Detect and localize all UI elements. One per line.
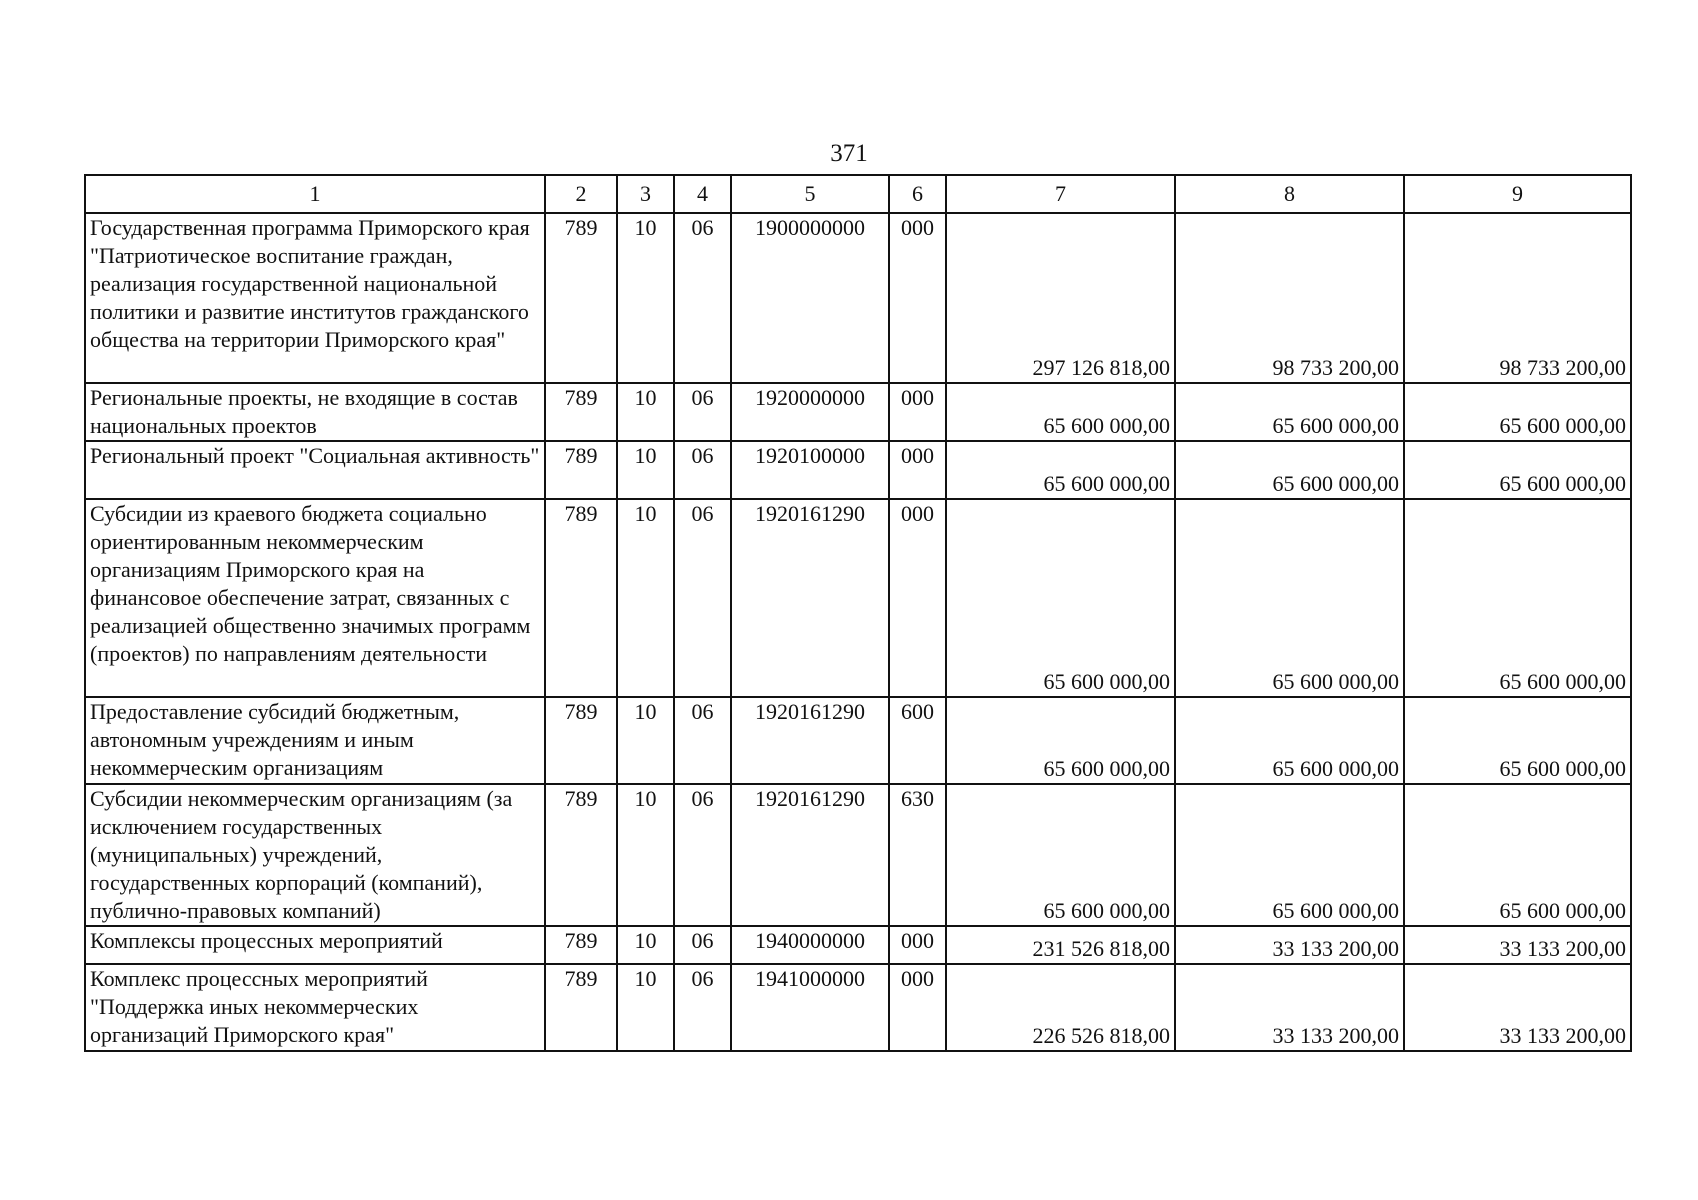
row-name: Субсидии некоммерческим организациям (за исключением государственных (муниципальных) учреждений, государственных корпораций (компаний), публично-правовых компаний): [85, 784, 545, 926]
section-code: 10: [617, 697, 674, 784]
subsection-code: 06: [674, 499, 731, 697]
table-row: [85, 383, 1631, 441]
subsection-code: 06: [674, 926, 731, 964]
subsection-code: 06: [674, 784, 731, 926]
section-code: 10: [617, 926, 674, 964]
column-header: 2: [545, 175, 617, 213]
column-header: 7: [946, 175, 1175, 213]
row-name: Региональный проект "Социальная активность": [85, 441, 545, 499]
expense-type-code: 000: [889, 383, 946, 441]
ministry-code: 789: [545, 499, 617, 697]
amount-col8: 65 600 000,00: [1175, 499, 1404, 697]
ministry-code: 789: [545, 441, 617, 499]
subsection-code: 06: [674, 441, 731, 499]
section-code: 10: [617, 784, 674, 926]
table-row: [85, 441, 1631, 499]
row-name: Региональные проекты, не входящие в состав национальных проектов: [85, 383, 545, 441]
expense-type-code: 000: [889, 213, 946, 383]
section-code: 10: [617, 213, 674, 383]
column-header: 9: [1404, 175, 1631, 213]
column-header: 8: [1175, 175, 1404, 213]
amount-col8: 33 133 200,00: [1175, 926, 1404, 964]
table-row: [85, 926, 1631, 964]
amount-col7: 297 126 818,00: [946, 213, 1175, 383]
amount-col8: 65 600 000,00: [1175, 784, 1404, 926]
target-article-code: 1900000000: [731, 213, 889, 383]
target-article-code: 1941000000: [731, 964, 889, 1051]
row-name: Комплекс процессных мероприятий "Поддержка иных некоммерческих организаций Приморского края": [85, 964, 545, 1051]
page-number: 371: [830, 140, 868, 167]
amount-col7: 65 600 000,00: [946, 784, 1175, 926]
row-name: Субсидии из краевого бюджета социально ориентированным некоммерческим организациям Приморского края на финансовое обеспечение затрат, связанных с реализацией общественно значимых программ (проектов) по направлениям деятельности: [85, 499, 545, 697]
amount-col7: 65 600 000,00: [946, 499, 1175, 697]
target-article-code: 1920161290: [731, 697, 889, 784]
column-header: 3: [617, 175, 674, 213]
expense-type-code: 600: [889, 697, 946, 784]
target-article-code: 1920100000: [731, 441, 889, 499]
target-article-code: 1920161290: [731, 499, 889, 697]
row-name: Предоставление субсидий бюджетным, автономным учреждениям и иным некоммерческим организациям: [85, 697, 545, 784]
amount-col7: 65 600 000,00: [946, 697, 1175, 784]
section-code: 10: [617, 383, 674, 441]
amount-col8: 65 600 000,00: [1175, 697, 1404, 784]
amount-col9: 98 733 200,00: [1404, 213, 1631, 383]
amount-col8: 65 600 000,00: [1175, 383, 1404, 441]
table-row: [85, 499, 1631, 697]
expense-type-code: 000: [889, 964, 946, 1051]
subsection-code: 06: [674, 964, 731, 1051]
target-article-code: 1920000000: [731, 383, 889, 441]
amount-col9: 65 600 000,00: [1404, 441, 1631, 499]
amount-col7: 65 600 000,00: [946, 383, 1175, 441]
amount-col7: 231 526 818,00: [946, 926, 1175, 964]
amount-col9: 65 600 000,00: [1404, 383, 1631, 441]
budget-table: [84, 174, 1632, 1052]
row-name: Государственная программа Приморского края "Патриотическое воспитание граждан, реализация государственной национальной политики и развитие институтов гражданского общества на территории Приморского края": [85, 213, 545, 383]
amount-col7: 65 600 000,00: [946, 441, 1175, 499]
amount-col9: 65 600 000,00: [1404, 499, 1631, 697]
table-row: [85, 964, 1631, 1051]
expense-type-code: 000: [889, 499, 946, 697]
row-name: Комплексы процессных мероприятий: [85, 926, 545, 964]
ministry-code: 789: [545, 213, 617, 383]
ministry-code: 789: [545, 383, 617, 441]
amount-col7: 226 526 818,00: [946, 964, 1175, 1051]
ministry-code: 789: [545, 964, 617, 1051]
column-header: 4: [674, 175, 731, 213]
expense-type-code: 000: [889, 441, 946, 499]
ministry-code: 789: [545, 697, 617, 784]
amount-col9: 33 133 200,00: [1404, 926, 1631, 964]
section-code: 10: [617, 964, 674, 1051]
amount-col9: 33 133 200,00: [1404, 964, 1631, 1051]
amount-col9: 65 600 000,00: [1404, 697, 1631, 784]
ministry-code: 789: [545, 784, 617, 926]
table-row: [85, 784, 1631, 926]
subsection-code: 06: [674, 697, 731, 784]
ministry-code: 789: [545, 926, 617, 964]
subsection-code: 06: [674, 383, 731, 441]
column-number-row: [85, 175, 1631, 213]
subsection-code: 06: [674, 213, 731, 383]
amount-col9: 65 600 000,00: [1404, 784, 1631, 926]
expense-type-code: 000: [889, 926, 946, 964]
table-row: [85, 213, 1631, 383]
amount-col8: 33 133 200,00: [1175, 964, 1404, 1051]
table-row: [85, 697, 1631, 784]
column-header: 5: [731, 175, 889, 213]
section-code: 10: [617, 441, 674, 499]
column-header: 6: [889, 175, 946, 213]
amount-col8: 98 733 200,00: [1175, 213, 1404, 383]
target-article-code: 1920161290: [731, 784, 889, 926]
column-header: 1: [85, 175, 545, 213]
amount-col8: 65 600 000,00: [1175, 441, 1404, 499]
expense-type-code: 630: [889, 784, 946, 926]
target-article-code: 1940000000: [731, 926, 889, 964]
section-code: 10: [617, 499, 674, 697]
